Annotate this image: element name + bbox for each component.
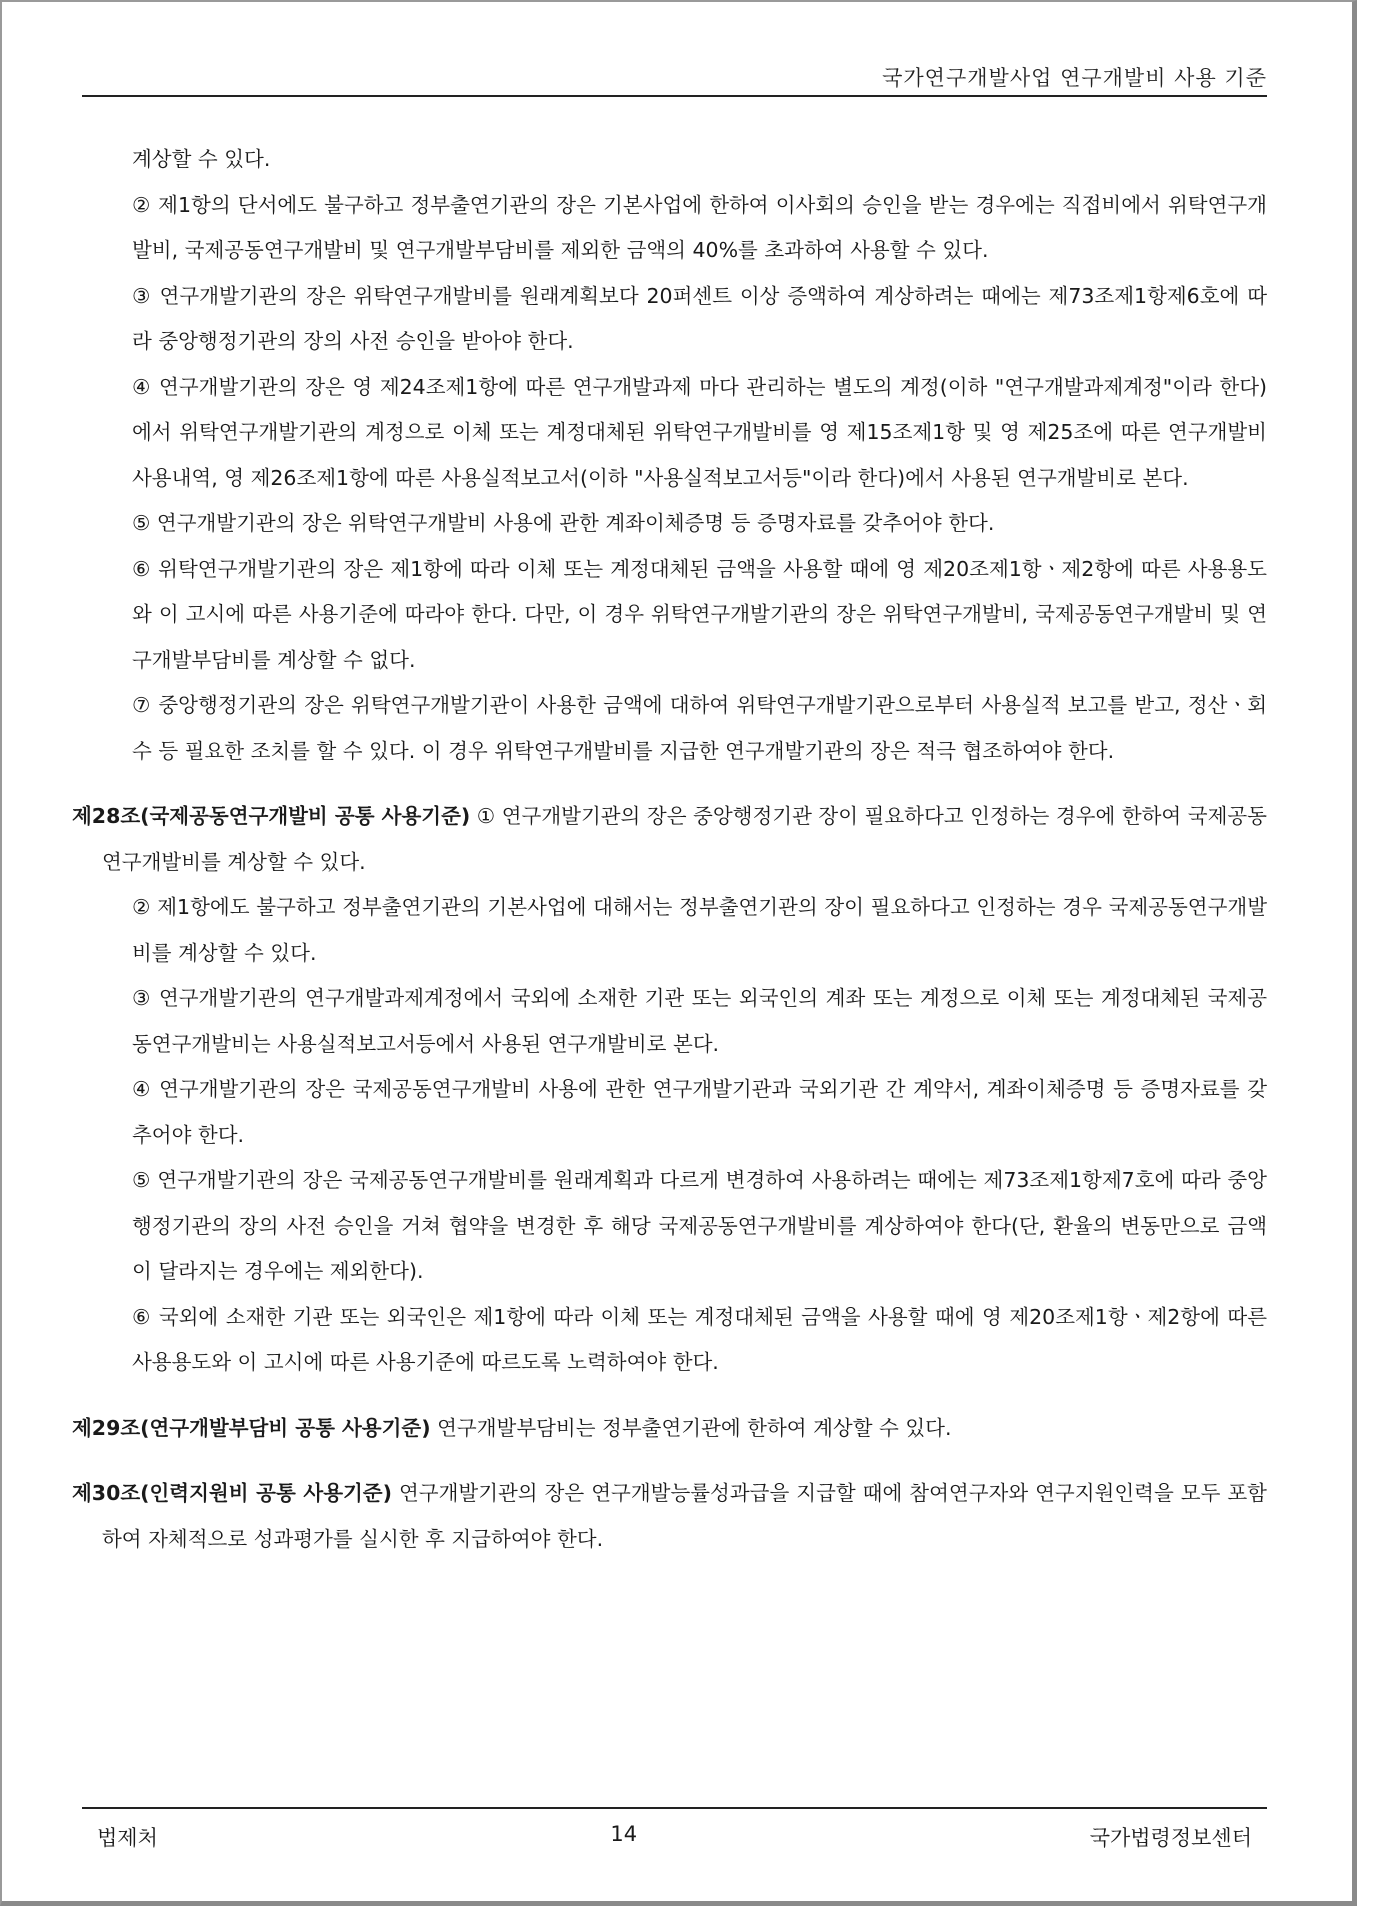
paragraph: ③ 연구개발기관의 연구개발과제계정에서 국외에 소재한 기관 또는 외국인의 계좌 또는 계정으로 이체 또는 계정대체된 국제공동연구개발비는 사용실적보고서등에서 사용된 연구개발비로 본다. [132, 986, 1267, 1056]
paragraph: ⑥ 국외에 소재한 기관 또는 외국인은 제1항에 따라 이체 또는 계정대체된 금액을 사용할 때에 영 제20조제1항ㆍ제2항에 따른 사용용도와 이 고시에 따른 사용기준에 따르도록 노력하여야 한다. [132, 1304, 1267, 1374]
paragraph: ④ 연구개발기관의 장은 영 제24조제1항에 따른 연구개발과제 마다 관리하는 별도의 계정(이하 "연구개발과제계정"이라 한다)에서 위탁연구개발기관의 계정으로 이체 또는 계정대체된 위탁연구개발비를 영 제15조제1항 및 영 제25조에 따른 연구개발비 사용내역, 영 제26조제1항에 따른 사용실적보고서(이하 "사용실적보고서등"이라 한다)에서 사용된 연구개발비로 본다. [132, 374, 1267, 490]
article-heading: 제29조(연구개발부담비 공통 사용기준) [72, 1415, 431, 1440]
paragraph: ⑤ 연구개발기관의 장은 국제공동연구개발비를 원래계획과 다르게 변경하여 사용하려는 때에는 제73조제1항제7호에 따라 중앙행정기관의 장의 사전 승인을 거쳐 협약을 변경한 후 해당 국제공동연구개발비를 계상하여야 한다(단, 환율의 변동만으로 금액이 달라지는 경우에는 제외한다). [132, 1168, 1267, 1283]
paragraph: ③ 연구개발기관의 장은 위탁연구개발비를 원래계획보다 20퍼센트 이상 증액하여 계상하려는 때에는 제73조제1항제6호에 따라 중앙행정기관의 장의 사전 승인을 받아야 한다. [132, 283, 1267, 353]
document-body [72, 137, 1267, 1562]
paragraph: ② 제1항의 단서에도 불구하고 정부출연기관의 장은 기본사업에 한하여 이사회의 승인을 받는 경우에는 직접비에서 위탁연구개발비, 국제공동연구개발비 및 연구개발부담비를 제외한 금액의 40%를 초과하여 사용할 수 있다. [132, 192, 1267, 262]
footer [97, 1822, 1252, 1852]
header-divider [82, 95, 1267, 97]
article-30 [72, 1471, 1267, 1562]
page-number: 14 [610, 1822, 638, 1846]
paragraph: ④ 연구개발기관의 장은 국제공동연구개발비 사용에 관한 연구개발기관과 국외기관 간 계약서, 계좌이체증명 등 증명자료를 갖추어야 한다. [132, 1077, 1267, 1147]
paragraph: ⑤ 연구개발기관의 장은 위탁연구개발비 사용에 관한 계좌이체증명 등 증명자료를 갖추어야 한다. [132, 511, 995, 535]
paragraph: ② 제1항에도 불구하고 정부출연기관의 기본사업에 대해서는 정부출연기관의 장이 필요하다고 인정하는 경우 국제공동연구개발비를 계상할 수 있다. [132, 895, 1267, 965]
paragraph: ⑦ 중앙행정기관의 장은 위탁연구개발기관이 사용한 금액에 대하여 위탁연구개발기관으로부터 사용실적 보고를 받고, 정산ㆍ회수 등 필요한 조치를 할 수 있다. 이 경우 위탁연구개발비를 지급한 연구개발기관의 장은 적극 협조하여야 한다. [132, 693, 1267, 763]
article-heading: 제28조(국제공동연구개발비 공통 사용기준) [72, 804, 471, 828]
paragraph: 계상할 수 있다. [132, 147, 271, 171]
header-title: 국가연구개발사업 연구개발비 사용 기준 [882, 66, 1267, 90]
footer-publisher: 국가법령정보센터 [1089, 1826, 1252, 1850]
article-28 [72, 794, 1267, 885]
article-heading: 제30조(인력지원비 공통 사용기준) [72, 1481, 392, 1505]
article-text: 연구개발부담비는 정부출연기관에 한하여 계상할 수 있다. [430, 1415, 952, 1440]
paragraph: ⑥ 위탁연구개발기관의 장은 제1항에 따라 이체 또는 계정대체된 금액을 사용할 때에 영 제20조제1항ㆍ제2항에 따른 사용용도와 이 고시에 따른 사용기준에 따라야 한다. 다만, 이 경우 위탁연구개발기관의 장은 위탁연구개발비, 국제공동연구개발비 및 연구개발부담비를 계상할 수 없다. [132, 556, 1267, 672]
footer-divider [82, 1807, 1267, 1809]
footer-source: 법제처 [97, 1826, 158, 1850]
article-text: ① 연구개발기관의 장은 중앙행정기관 장이 필요하다고 인정하는 경우에 한하여 국제공동연구개발비를 계상할 수 있다. [102, 804, 1267, 874]
article-text: 연구개발기관의 장은 연구개발능률성과급을 지급할 때에 참여연구자와 연구지원인력을 모두 포함하여 자체적으로 성과평가를 실시한 후 지급하여야 한다. [102, 1481, 1267, 1551]
article-29 [72, 1406, 1267, 1452]
